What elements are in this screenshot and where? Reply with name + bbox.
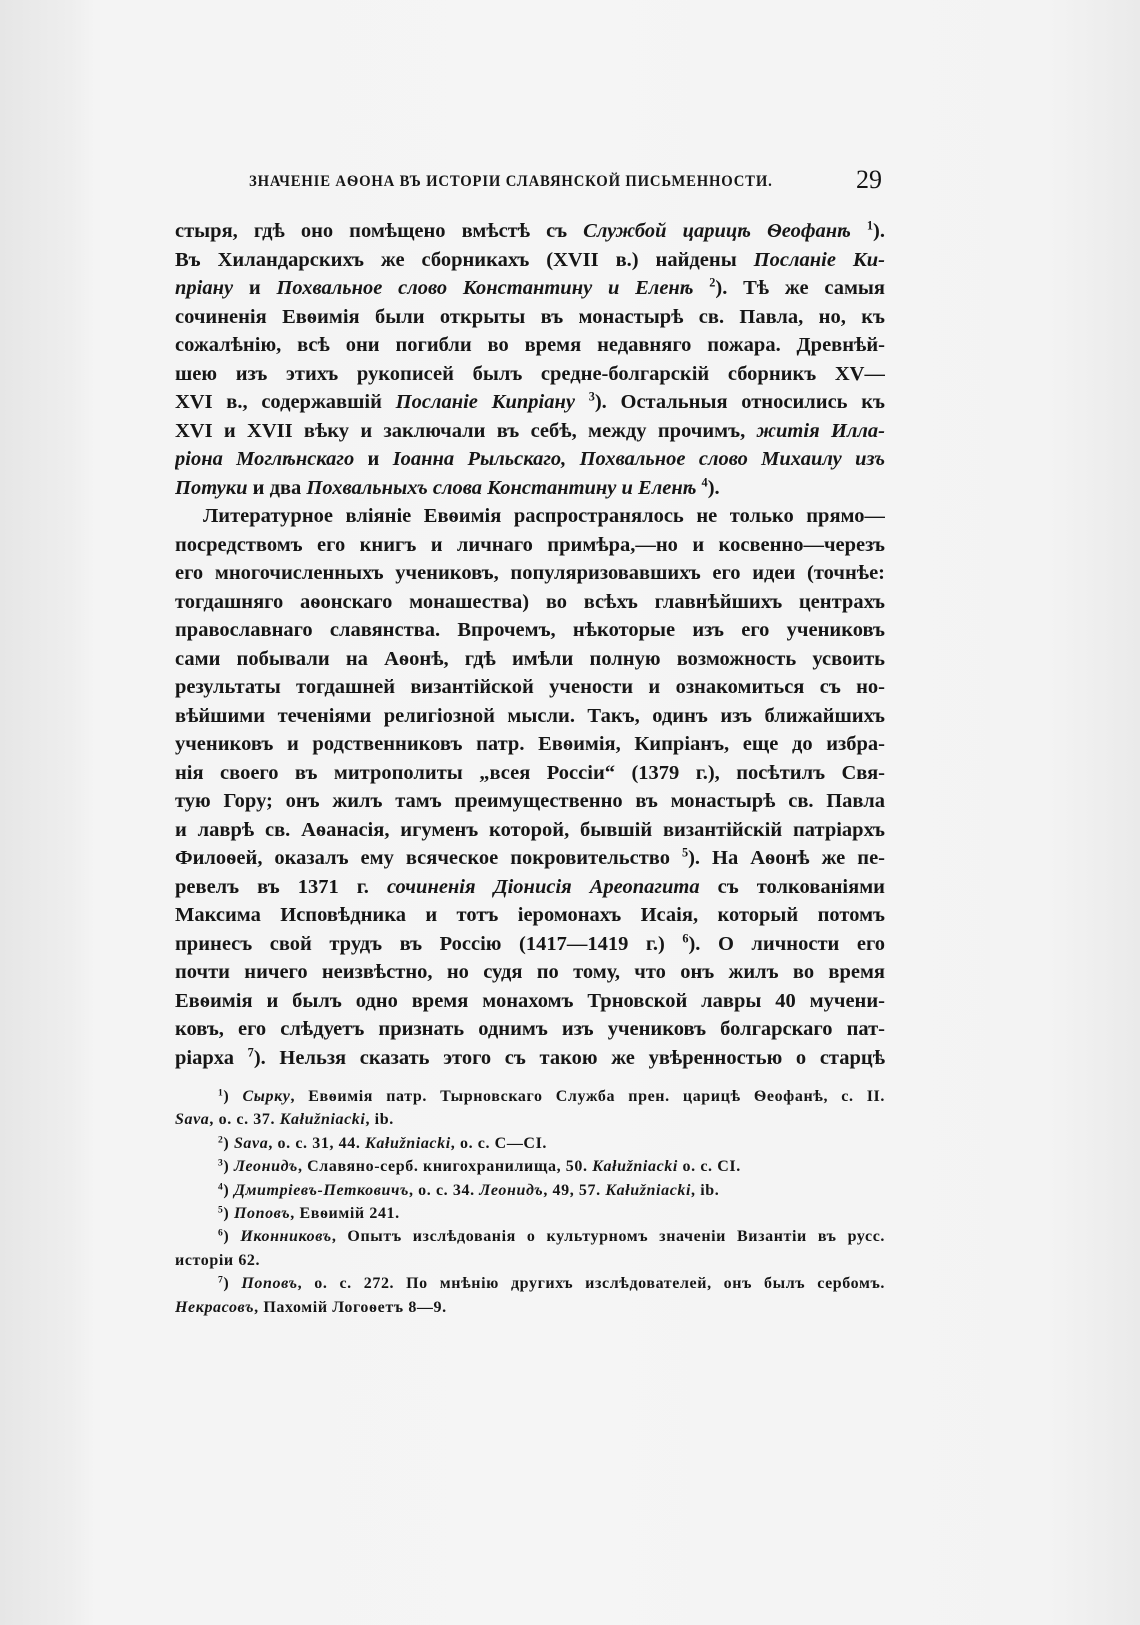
italic-text: сочиненія Діонисія Ареопагита [386,875,700,898]
text-run: ) [223,1181,234,1199]
text-run: ) [223,1088,243,1105]
footnote-reference: 2 [709,275,716,290]
text-run: ). [873,220,885,242]
paragraph [175,217,885,502]
text-run: ). О личности его [688,932,885,955]
text-run: ). Тѣ же самыя [715,277,885,299]
body-line [175,930,885,959]
text-run: Въ Хиландарскихъ же сборникахъ (XVII в.) найдены [175,248,754,271]
italic-text: Kałužniacki [605,1181,692,1199]
footnote-reference: 5 [218,1204,224,1216]
footnote-reference: 1 [218,1087,224,1099]
footnote-reference: 6 [218,1227,224,1239]
text-run [575,391,589,413]
footnote-reference: 3 [588,389,595,404]
footnote-line [175,1296,885,1319]
italic-text: Некрасовъ [175,1298,255,1316]
text-run: сочиненія Евѳимія были открыты въ монастырѣ св. Павла, но, къ [175,305,885,328]
footnote-reference: 2 [218,1134,224,1146]
body-line [175,1044,885,1073]
text-run: Максима Исповѣдника и тотъ іеромонахъ Исаія, который потомъ [175,904,885,926]
italic-text: ріона Моглѣнскаго [175,448,355,470]
body-line [175,616,885,645]
body-line [175,388,885,417]
text-run: Литературное вліяніе Евѳимія распространялось не только прямо— [203,505,885,527]
footnote [175,1085,885,1132]
footnote-line [175,1132,885,1155]
text-run: вѣйшими теченіями религіозной мысли. Такъ, одинъ изъ ближайшихъ [175,704,885,727]
italic-text: Kałužniacki [592,1158,678,1176]
text-run: сами побывали на Аѳонѣ, гдѣ имѣли полную возможность усвоить [175,647,885,670]
footnote-reference: 1 [866,218,874,233]
body-line [175,759,885,788]
italic-text: Sava [175,1111,210,1129]
footnote-line [175,1225,885,1248]
italic-text: Посланіе Ки- [753,248,885,271]
text-run: шею изъ этихъ рукописей былъ средне-болгарскій сборникъ XV— [175,362,885,385]
footnote-reference: 7 [218,1274,224,1286]
footnote-reference: 3 [218,1157,224,1169]
body-line [175,217,885,246]
text-run: ). Остальныя относились къ [594,391,885,413]
text-run: o. c. CI. [677,1158,741,1176]
body-line [175,360,885,389]
body-line [175,787,885,816]
footnote-line [175,1272,885,1295]
italic-text: Поповъ [241,1275,298,1293]
text-run: почти ничего неизвѣстно, но судя по тому, что онъ жилъ во время [175,961,885,983]
footnote-line [175,1108,885,1131]
text-run: учениковъ и родственниковъ патр. Евѳимія, Кипріанъ, еще до избра- [175,733,885,755]
body-line [175,303,885,332]
text-run: православнаго славянства. Впрочемъ, нѣкоторые изъ его учениковъ [175,619,885,641]
text-run: стыря, гдѣ оно помѣщено вмѣстѣ съ [175,220,584,242]
text-run: и лаврѣ св. Аѳанасія, игуменъ которой, бывшій византійскій патріархъ [175,818,885,841]
footnote [175,1272,885,1319]
text-run: Евѳимія и былъ одно время монахомъ Трновской лавры 40 мучени- [175,989,885,1012]
footnote [175,1179,885,1202]
text-run: , o. c. C—CI. [450,1134,548,1152]
text-run: Филоѳей, оказалъ ему всяческое покровительство [175,847,682,869]
footnote [175,1225,885,1272]
footnote-reference: 4 [701,475,708,490]
text-run: тогдашняго аѳонскаго монашества) во всѣхъ главнѣйшихъ центрахъ [175,590,885,613]
body-line [175,958,885,987]
footnote-reference: 4 [218,1180,224,1192]
text-run: и [354,448,393,470]
italic-text: Дмитріевъ-Петковичъ [233,1181,409,1199]
text-run: , Опытъ изслѣдованія о культурномъ значеніи Византіи въ русс. [331,1228,885,1246]
text-run: ріарха [175,1046,248,1069]
italic-text: Сырку [242,1088,291,1105]
footnote-line [175,1179,885,1202]
italic-text: Іоанна Рыльскаго, Похвальное слово Михаилу изъ [392,448,885,470]
text-run: нія своего въ митрополиты „всея Россіи“ (1379 г.), посѣтилъ Свя- [175,761,885,784]
text-run: , ib. [691,1181,720,1199]
text-run: ) [223,1204,234,1222]
text-run: съ толкованіями [699,875,885,898]
text-run: , 49, 57. [543,1181,606,1199]
body-line [175,1015,885,1044]
italic-text: Леонидъ [479,1181,544,1199]
italic-text: Поповъ [233,1204,291,1222]
footnote [175,1155,885,1178]
body-line [175,246,885,275]
italic-text: пріану [175,277,234,299]
italic-text: Потуки [175,476,248,499]
text-run: XVI в., содержавшій [175,391,396,413]
footnote-line [175,1202,885,1225]
text-run: , ib. [365,1111,394,1129]
text-run: , Славяно-серб. книгохранилища, 50. [297,1158,593,1176]
body-line [175,445,885,474]
body-line [175,730,885,759]
body-line [175,417,885,446]
footnote-reference: 7 [247,1045,254,1060]
body-line [175,816,885,845]
italic-text: Sava [233,1134,269,1152]
text-run: и [233,277,277,299]
body-line [175,502,885,531]
running-title: ЗНАЧЕНІЕ АѲОНА ВЪ ИСТОРІИ СЛАВЯНСКОЙ ПИСЬМЕННОСТИ. [249,173,773,190]
text-run: ) [223,1134,234,1152]
text-run [851,220,867,242]
body-line [175,673,885,702]
italic-text: Леонидъ [233,1158,298,1176]
italic-text: Kałužniacki [279,1111,366,1129]
text-run: ). [707,476,720,499]
footnote-reference: 5 [681,845,689,860]
text-run: , o. c. 34. [408,1181,480,1199]
italic-text: Посланіе Кипріану [395,391,575,413]
footnote-line [175,1249,885,1272]
body-line [175,702,885,731]
body-line [175,331,885,360]
text-run: , o. c. 272. По мнѣнію другихъ изслѣдователей, онъ былъ сербомъ. [297,1275,885,1293]
text-run: ковъ, его слѣдуетъ признать однимъ изъ учениковъ болгарскаго пат- [175,1018,885,1040]
text-run: принесъ свой трудъ въ Россію (1417—1419 г.) [175,932,683,955]
text-run: его многочисленныхъ учениковъ, популяризовавшихъ его идеи (точнѣе: [175,562,885,584]
text-run: сожалѣнію, всѣ они погибли во время недавняго пожара. Древнѣй- [175,334,885,356]
text-run: исторіи 62. [175,1251,261,1269]
text-run: , Евѳимія патр. Тырновскаго Служба прен. царицѣ Ѳеофанѣ, с. II. [290,1088,885,1105]
italic-text: Службой царицѣ Ѳеофанѣ [583,220,851,242]
text-run [693,277,709,299]
text-run: , o. c. 31, 44. [268,1134,366,1152]
footnote-line [175,1155,885,1178]
text-run: , Евѳимій 241. [290,1204,400,1222]
text-run: ) [223,1228,241,1246]
body-line [175,873,885,902]
text-run: результаты тогдашней византійской учености и ознакомиться съ но- [175,676,885,698]
paragraph [175,502,885,1072]
running-head [175,166,885,196]
italic-text: Иконниковъ [240,1228,332,1246]
text-run: XVI и XVII вѣку и заключали въ себѣ, между прочимъ, [175,419,757,442]
text-run: ) [223,1158,234,1176]
body-line [175,588,885,617]
body-line [175,987,885,1016]
italic-text: житія Илла- [756,419,885,442]
text-run: ). Нельзя сказать этого съ такою же увѣренностью о старцѣ [253,1046,885,1069]
text-run: ) [223,1275,242,1293]
footnotes [175,1085,885,1319]
page-number: 29 [856,165,882,194]
text-run: ревелъ въ 1371 г. [175,875,387,898]
body-line [175,645,885,674]
footnote-line [175,1085,885,1108]
footnote [175,1202,885,1225]
body-line [175,844,885,873]
body-line [175,901,885,930]
text-run: и два [247,476,307,499]
body-text [175,217,885,1072]
text-run: тую Гору; онъ жилъ тамъ преимущественно въ монастырѣ св. Павла [175,790,885,812]
italic-text: Kałužniacki [365,1134,451,1152]
body-line [175,559,885,588]
body-line [175,274,885,303]
italic-text: Похвальное слово Константину и Еленѣ [276,277,694,299]
footnote [175,1132,885,1155]
text-run: , Пахомій Логоѳетъ 8—9. [254,1298,447,1316]
italic-text: Похвальныхъ слова Константину и Еленѣ [306,476,697,499]
text-run: посредствомъ его книгъ и личнаго примѣра,—но и косвенно—черезъ [175,533,885,556]
body-line [175,531,885,560]
text-run: ). На Аѳонѣ же пе- [688,847,885,869]
text-run: , o. c. 37. [209,1111,280,1129]
body-line [175,474,885,503]
footnote-reference: 6 [682,931,689,946]
